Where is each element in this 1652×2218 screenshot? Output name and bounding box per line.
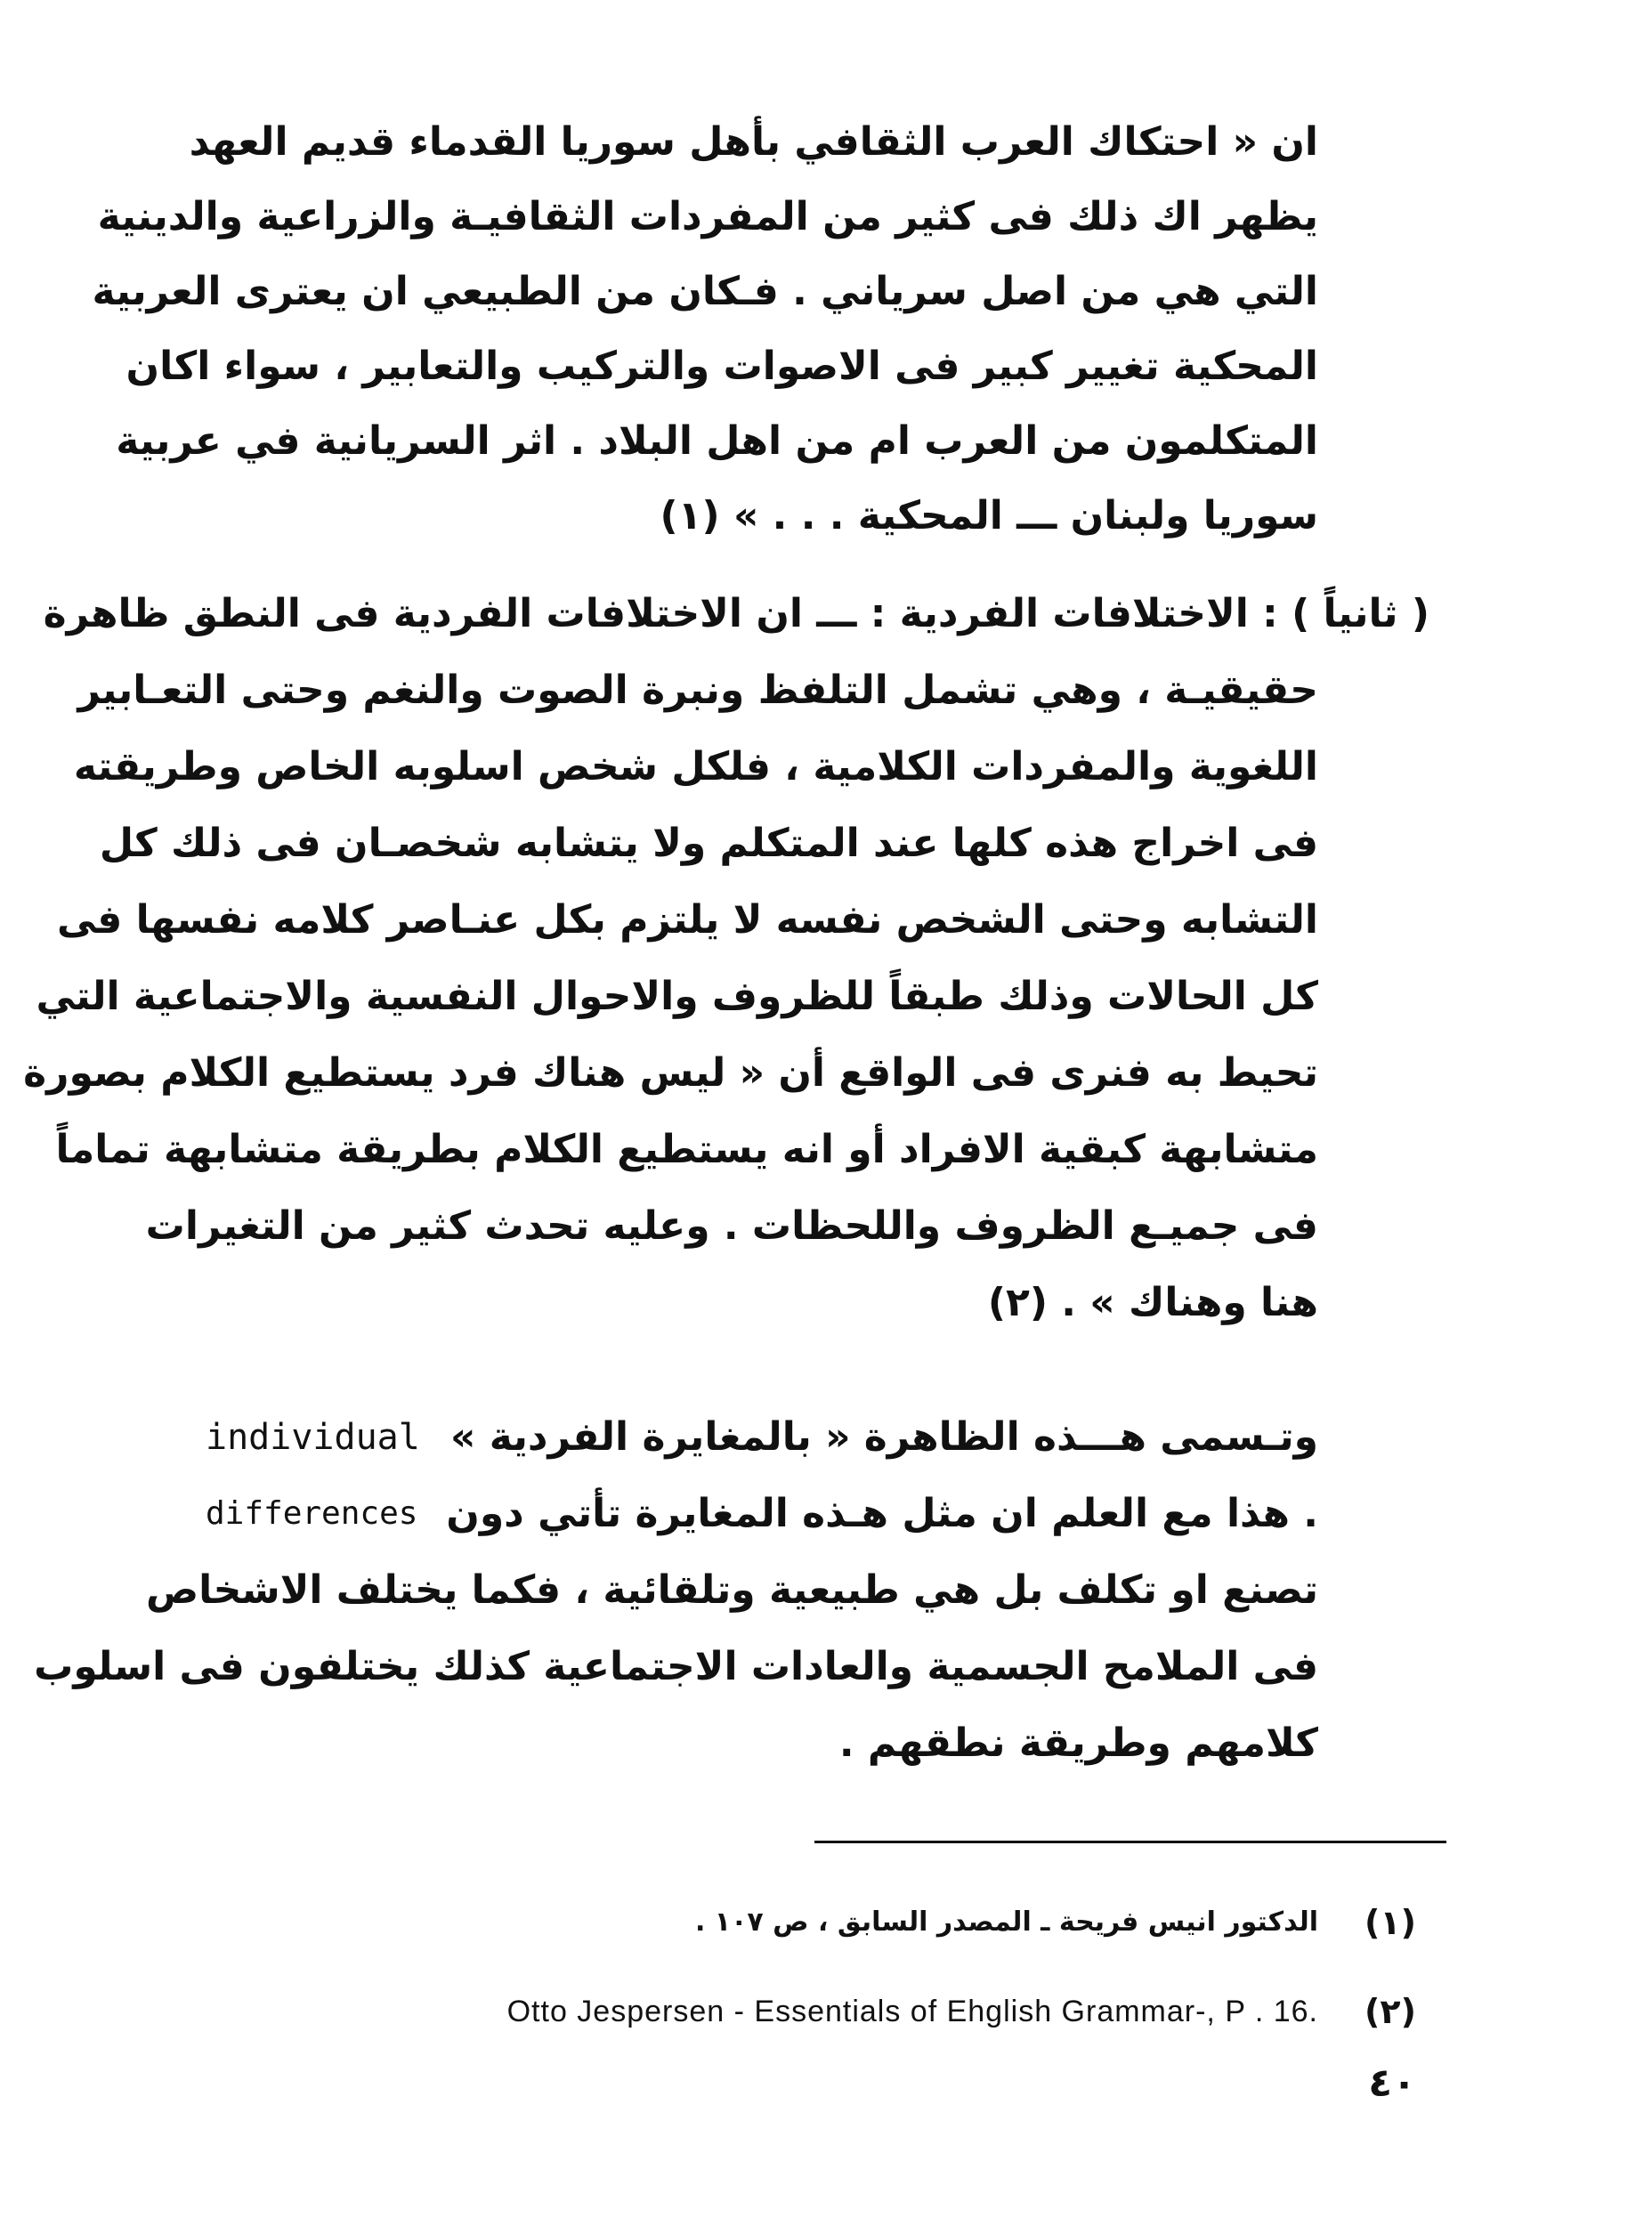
paragraph-line: تحيط به فنرى فى الواقع أن « ليس هناك فرد يستطيع الكلام بصورة [23, 1050, 1318, 1096]
paragraph-line: تصنع او تكلف بل هي طبيعية وتلقائية ، فكما يختلف الاشخاص [145, 1567, 1318, 1613]
paragraph-line: سوريا ولبنان ـــ المحكية . . . » (١) [660, 493, 1318, 538]
paragraph-line: فى اخراج هذه كلها عند المتكلم ولا يتشابه شخصـان فى ذلك كل [99, 821, 1318, 866]
footnote-text: Otto Jespersen - Essentials of Ehglish Grammar-, P . 16. [506, 1995, 1318, 2028]
english-term: individual [206, 1417, 420, 1458]
paragraph-1 [92, 107, 1318, 579]
footnote-mark: (١) [1365, 1903, 1416, 1942]
paragraph-line: ان « احتكاك العرب الثقافي بأهل سوريا القدماء قديم العهد [189, 119, 1318, 165]
footnote-1 [259, 1896, 1416, 1949]
paragraph-line: كل الحالات وذلك طبقاً للظروف والاحوال النفسية والاجتماعية التي [36, 974, 1318, 1019]
paragraph-line: التي هي من اصل سرياني . فـكان من الطبيعي ان يعترى العربية [92, 269, 1318, 314]
paragraph-line: متشابهة كبقية الافراد أو انه يستطيع الكلام بطريقة متشابهة تماماً [55, 1127, 1318, 1172]
arabic-segment: وتـسمى هـــذه الظاهرة « بالمغايرة الفردية » [449, 1414, 1318, 1460]
mixed-line [206, 1402, 1318, 1473]
paragraph-line: هنا وهناك » . (٢) [987, 1280, 1318, 1325]
paragraph-line: المحكية تغيير كبير فى الاصوات والتركيب والتعابير ، سواء اكان [126, 344, 1318, 389]
paragraph-line: التشابه وحتى الشخص نفسه لا يلتزم بكل عنـاصر كلامه نفسها فى [56, 897, 1318, 943]
footnote-mark: (٢) [1365, 1992, 1416, 2031]
paragraph-line: حقيقيـة ، وهي تشمل التلفظ ونبرة الصوت والنغم وحتى التعـابير [77, 668, 1318, 713]
arabic-segment: . هذا مع العلم ان مثل هـذه المغايرة تأتي دون [446, 1491, 1318, 1536]
footnote-divider [814, 1841, 1446, 1843]
paragraph-line: فى الملامح الجسمية والعادات الاجتماعية كذلك يختلفون فى اسلوب [34, 1644, 1318, 1689]
mixed-line [206, 1478, 1318, 1550]
paragraph-2 [23, 579, 1429, 1380]
paragraph-3 [34, 1402, 1318, 1820]
paragraph-line: المتكلمون من العرب ام من اهل البلاد . اثر السريانية في عربية [116, 418, 1318, 464]
paragraph-line: يظهر اك ذلك فى كثير من المفردات الثقافيـة والزراعية والدينية [97, 194, 1318, 239]
paragraph-line: كلامهم وطريقة نطقهم . [838, 1720, 1318, 1766]
paragraph-line: اللغوية والمفردات الكلامية ، فلكل شخص اسلوبه الخاص وطريقته [73, 744, 1318, 789]
english-term: differences [206, 1495, 418, 1532]
paragraph-heading-line: ( ثانياً ) : الاختلافات الفردية : ـــ ان الاختلافات الفردية فى النطق ظاهرة [43, 591, 1429, 636]
paragraph-line: فى جميـع الظروف واللحظات . وعليه تحدث كثير من التغيرات [145, 1203, 1318, 1249]
page-number: ٤٠ [1368, 2060, 1416, 2106]
footnote-2 [259, 1985, 1416, 2038]
footnote-text: الدكتور انيس فريحة ـ المصدر السابق ، ص ١٠٧ . [694, 1906, 1318, 1938]
